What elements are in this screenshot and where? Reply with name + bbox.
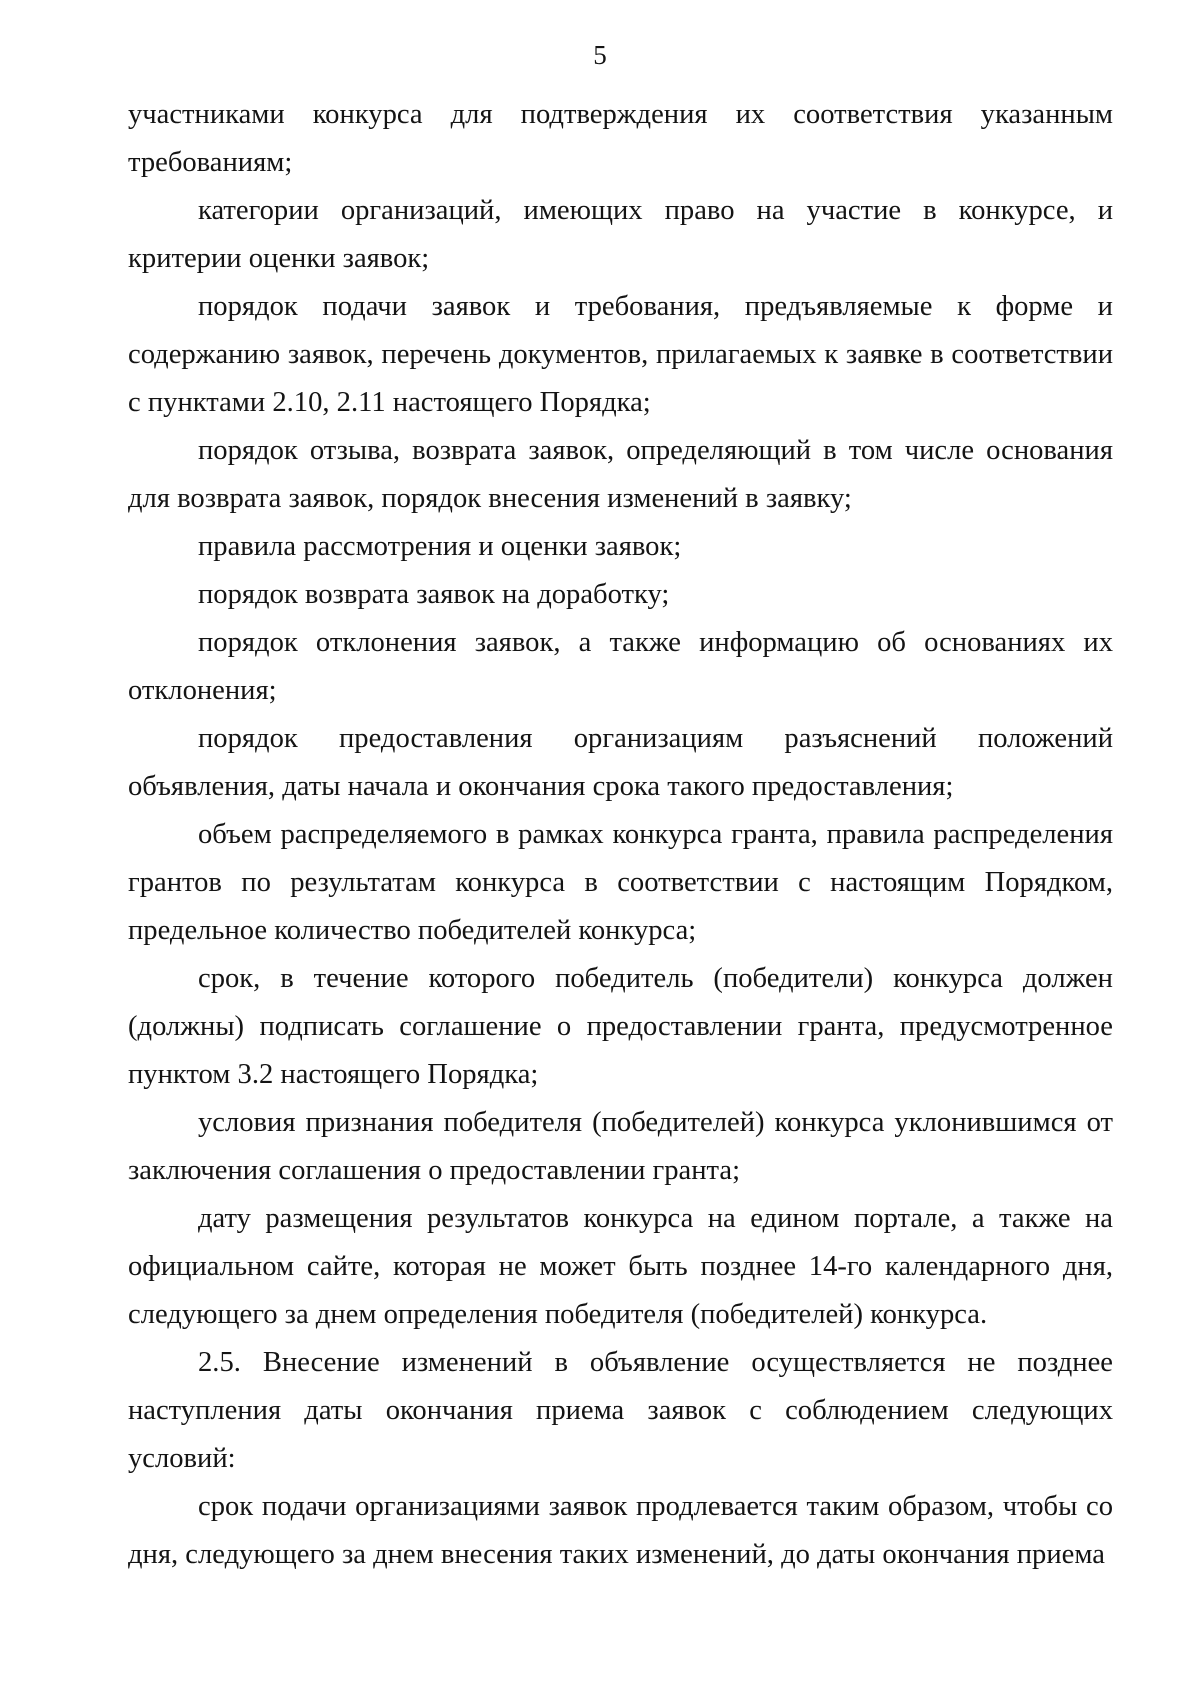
paragraph-evasion-conditions: условия признания победителя (победителей) конкурса уклонившимся от заключения соглашения о предоставлении гранта; — [128, 1107, 1113, 1186]
paragraph-return-for-revision: порядок возврата заявок на доработку; — [198, 579, 670, 610]
paragraph-requirements-continuation: участниками конкурса для подтверждения их соответствия указанным требованиям; — [128, 99, 1113, 178]
paragraph-grant-volume: объем распределяемого в рамках конкурса гранта, правила распределения грантов по результатам конкурса в соответствии с настоящим Порядком, предельное количество победителей конкурса; — [128, 819, 1113, 946]
document-body — [128, 91, 1113, 1579]
paragraph-submission-procedure: порядок подачи заявок и требования, предъявляемые к форме и содержанию заявок, перечень документов, прилагаемых к заявке в соответствии с пунктами 2.10, 2.11 настоящего Порядка; — [128, 291, 1113, 418]
paragraph-rejection-procedure: порядок отклонения заявок, а также информацию об основаниях их отклонения; — [128, 627, 1113, 706]
paragraph-section-2-5: 2.5. Внесение изменений в объявление осуществляется не позднее наступления даты окончания приема заявок с соблюдением следующих условий: — [128, 1347, 1113, 1474]
paragraph-results-publication: дату размещения результатов конкурса на едином портале, а также на официальном сайте, которая не может быть позднее 14-го календарного дня, следующего за днем определения победителя (победителей) конкурса. — [128, 1203, 1113, 1330]
paragraph-signing-deadline: срок, в течение которого победитель (победители) конкурса должен (должны) подписать соглашение о предоставлении гранта, предусмотренное пунктом 3.2 настоящего Порядка; — [128, 963, 1113, 1090]
paragraph-review-rules: правила рассмотрения и оценки заявок; — [198, 531, 682, 562]
paragraph-clarifications: порядок предоставления организациям разъяснений положений объявления, даты начала и окончания срока такого предоставления; — [128, 723, 1113, 802]
paragraph-withdrawal-procedure: порядок отзыва, возврата заявок, определяющий в том числе основания для возврата заявок, порядок внесения изменений в заявку; — [128, 435, 1113, 514]
paragraph-deadline-extension: срок подачи организациями заявок продлевается таким образом, чтобы со дня, следующего за днем внесения таких изменений, до даты окончания приема — [128, 1491, 1113, 1570]
page-number: 5 — [593, 40, 607, 70]
paragraph-organization-categories: категории организаций, имеющих право на участие в конкурсе, и критерии оценки заявок; — [128, 195, 1113, 274]
